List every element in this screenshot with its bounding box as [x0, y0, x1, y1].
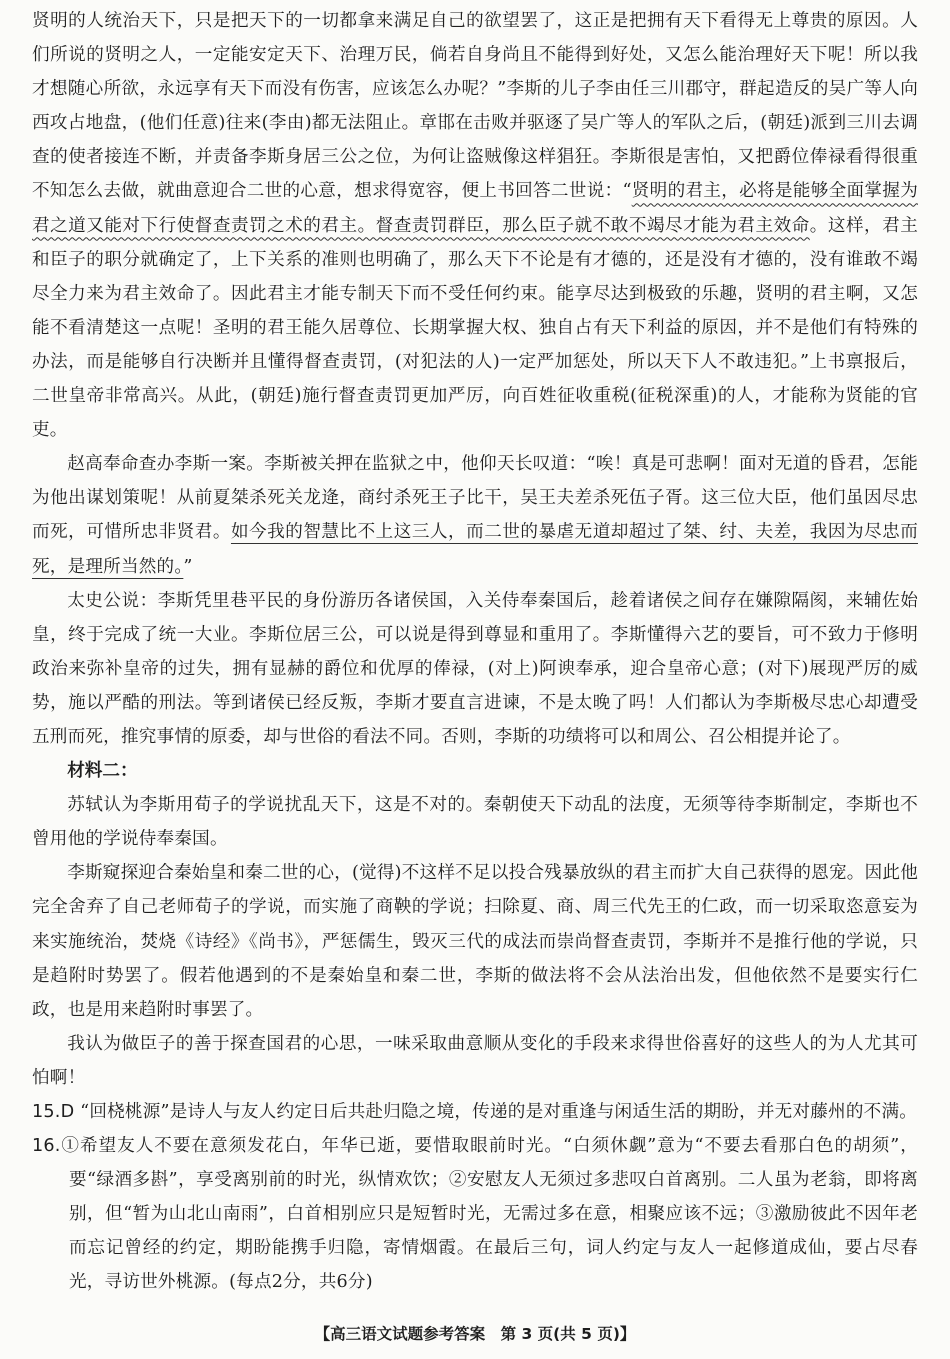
material-one-paragraph-3: 太史公说：李斯凭里巷平民的身份游历各诸侯国，入关侍奉秦国后，趁着诸侯之间存在嫌隙隔阂，来辅佐始皇，终于完成了统一大业。李斯位居三公，可以说是得到尊显和重用了。李斯懂得六艺的要旨，可不致力于修明政治来弥补皇帝的过失，拥有显赫的爵位和优厚的俸禄，(对上)阿谀奉承，迎合皇帝心意；(对下)展现严厉的威势，施以严酷的刑法。等到诸侯已经反叛，李斯才要直言进谏，不是太晚了吗！人们都认为李斯极尽忠心却遭受五刑而死，推究事情的原委，却与世俗的看法不同。否则，李斯的功绩将可以和周公、召公相提并论了。	[32, 590, 918, 747]
question-number: 15.D	[32, 1102, 75, 1122]
material-one-paragraph-1	[32, 4, 918, 447]
closing-quote: ”	[183, 556, 193, 577]
answer-15	[32, 1095, 918, 1129]
underlined-sentence: 如今我的智慧比不上这三人，而二世的暴虐无道却超过了桀、纣、夫差，我因为尽忠而死，是理所当然的。	[32, 522, 918, 577]
question-number: 16.	[32, 1136, 61, 1157]
paragraph-text: 贤明的人统治天下，只是把天下的一切都拿来满足自己的欲望罢了，这正是把拥有天下看得无上尊贵的原因。人们所说的贤明之人，一定能安定天下、治理万民，倘若自身尚且不能得到好处，又怎么能治理好天下呢！所以我才想随心所欲，永远享有天下而没有伤害，应该怎么办呢？”李斯的儿子李由任三川郡守，群起造反的吴广等人向西攻占地盘，(他们任意)往来(李由)都无法阻止。章邯在击败并驱逐了吴广等人的军队之后，(朝廷)派到三川去调查的使者接连不断，并责备李斯身居三公之位，为何让盗贼像这样猖狂。李斯很是害怕，又把爵位俸禄看得很重不知怎么去做，就曲意迎合二世的心意，想求得宽容，便上书回答二世说：“	[32, 11, 918, 202]
answer-text: ①希望友人不要在意须发花白，年华已逝，要惜取眼前时光。“白须休觑”意为“不要去看那白色的胡须”，要“绿酒多斟”，享受离别前的时光，纵情欢饮；②安慰友人无须过多悲叹白首离别。二人虽为老翁，即将离别，但“暂为山北山南雨”，白首相别应只是短暂时光，无需过多在意，相聚应该不远；③激励彼此不因年老而忘记曾经的约定，期盼能携手归隐，寄情烟霞。在最后三句，词人约定与友人一起修道成仙，要占尽春光，寻访世外桃源。(每点2分，共6分)	[60, 1136, 918, 1293]
material-two-paragraph-1: 苏轼认为李斯用荀子的学说扰乱天下，这是不对的。秦朝使天下动乱的法度，无须等待李斯制定，李斯也不曾用他的学说侍奉秦国。	[32, 795, 918, 850]
material-two-title: 材料二：	[67, 761, 138, 782]
wavy-underlined-sentence: 贤明的君主，必将是能够全面掌握为君之道又能对下行使督查责罚之术的君主。督查责罚群臣，那么臣子就不敢不竭尽才能为君主效命	[32, 181, 918, 236]
paragraph-text: 赵高奉命查办李斯一案。李斯被关押在监狱之中，他仰天长叹道：“唉！真是可悲啊！面对无道的昏君，怎能为他出谋划策呢！从前夏桀杀死关龙逄，商纣杀死王子比干，吴王夫差杀死伍子胥。这三位大臣，他们虽因尽忠而死，可惜所忠非贤君。	[32, 454, 918, 543]
page-footer: 【高三语文试题参考答案 第 3 页(共 5 页)】	[314, 1325, 636, 1343]
paragraph-text: 。这样，君主和臣子的职分就确定了，上下关系的准则也明确了，那么天下不论是有才德的，还是没有才德的，没有谁敢不竭尽全力来为君主效命了。因此君主才能专制天下而不受任何约束。能享尽达到极致的乐趣，贤明的君主啊，又怎能不看清楚这一点呢！圣明的君王能久居尊位、长期掌握大权、独自占有天下利益的原因，并不是他们有特殊的办法，而是能够自行决断并且懂得督查责罚，(对犯法的人)一定严加惩处，所以天下人不敢违犯。”上书禀报后，二世皇帝非常高兴。从此，(朝廷)施行督查责罚更加严厉，向百姓征收重税(征税深重)的人，才能称为贤能的官吏。	[32, 215, 918, 441]
material-two-paragraph-2: 李斯窥探迎合秦始皇和秦二世的心，(觉得)不这样不足以投合残暴放纵的君主而扩大自己获得的恩宠。因此他完全舍弃了自己老师荀子的学说，而实施了商鞅的学说；扫除夏、商、周三代先王的仁政，而一切采取恣意妄为来实施统治，焚烧《诗经》《尚书》，严惩儒生，毁灭三代的成法而崇尚督查责罚，李斯并不是推行他的学说，只是趋附时势罢了。假若他遇到的不是秦始皇和秦二世，李斯的做法将不会从法治出发，但他依然不是要实行仁政，也是用来趋附时事罢了。	[32, 863, 918, 1020]
answer-16	[32, 1129, 918, 1299]
material-one-paragraph-2	[32, 447, 918, 583]
material-two-paragraph-3: 我认为做臣子的善于探查国君的心思，一味采取曲意顺从变化的手段来求得世俗喜好的这些人的为人尤其可怕啊！	[32, 1033, 918, 1088]
answer-text: “回桡桃源”是诗人与友人约定日后共赴归隐之境，传递的是对重逢与闲适生活的期盼，并无对藤州的不满。	[80, 1102, 918, 1122]
